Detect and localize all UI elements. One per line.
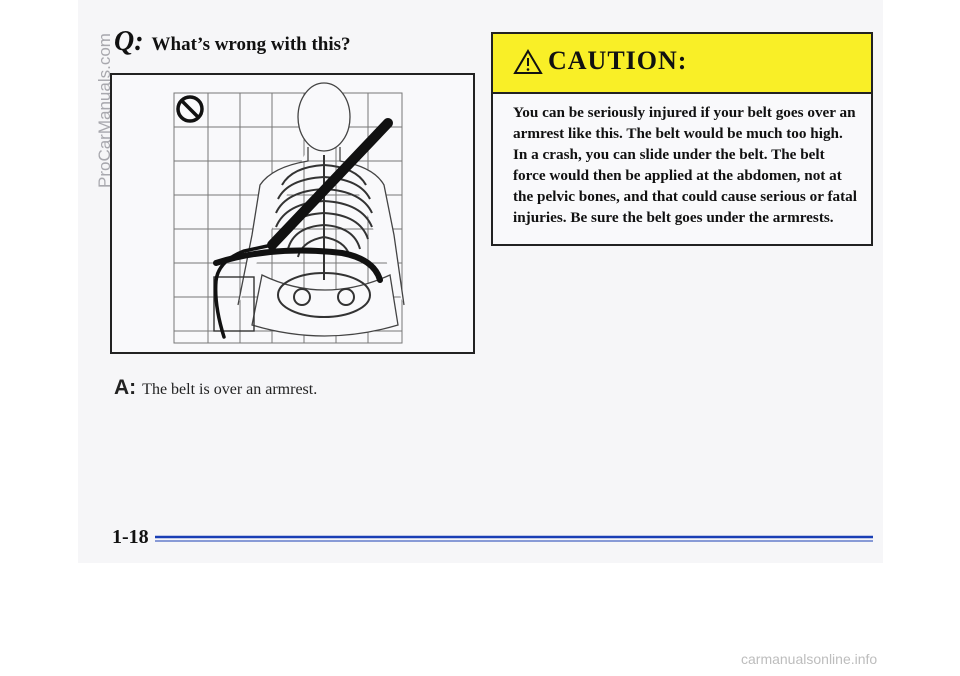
caution-title: CAUTION: (548, 46, 688, 75)
warning-triangle-icon (513, 49, 543, 75)
footer-rule (155, 535, 873, 543)
question-marker: Q: (114, 26, 144, 57)
side-watermark: ProCarManuals.com (95, 33, 114, 188)
bottom-watermark: carmanualsonline.info (741, 651, 878, 667)
caution-body: You can be seriously injured if your belt goes over an armrest like this. The belt would be much too high. In a crash, you can slide under the belt. The belt force would then be applied at the abdomen, not at the pelvic bones, and that could cause serious or fatal injuries. Be sure the belt goes under the armrests. (513, 104, 857, 226)
seatbelt-illustration (110, 73, 475, 354)
question-text: What’s wrong with this? (151, 34, 351, 55)
dummy-figure (238, 83, 404, 336)
question-line (114, 26, 351, 58)
answer-text: The belt is over an armrest. (142, 381, 318, 398)
caution-header (493, 34, 871, 94)
caution-box (491, 32, 873, 246)
answer-marker: A: (114, 376, 137, 399)
answer-line (114, 376, 317, 400)
page-number: 1-18 (112, 526, 149, 548)
prohibited-icon (178, 97, 202, 121)
